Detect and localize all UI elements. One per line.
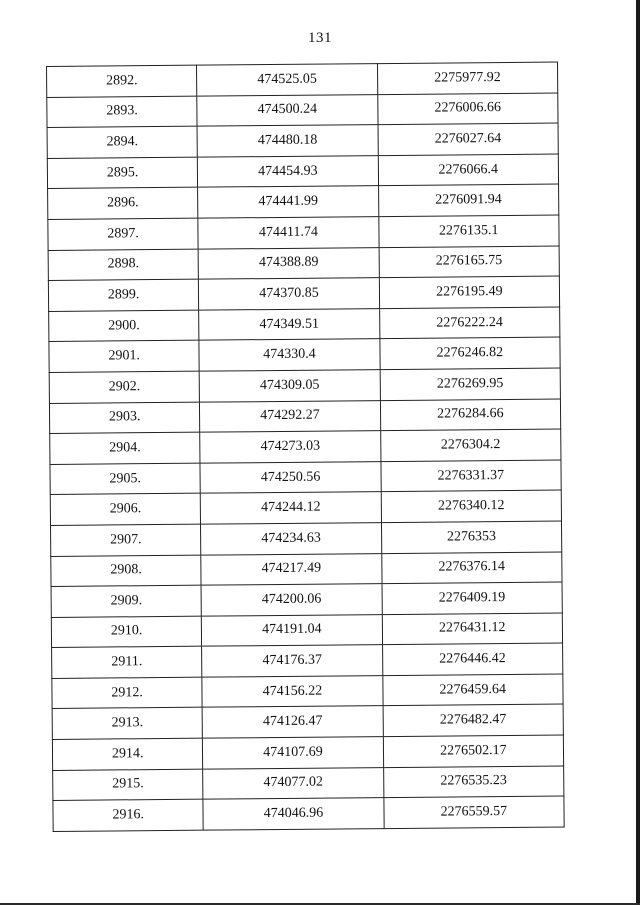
y-coordinate-cell: 2276482.47 [383, 704, 564, 736]
y-coordinate-cell: 2276135.1 [378, 215, 559, 247]
x-coordinate-cell: 474480.18 [197, 125, 378, 157]
y-coordinate-cell: 2276027.64 [378, 123, 559, 155]
y-coordinate-cell: 2276331.37 [381, 460, 562, 492]
table-row [52, 674, 563, 709]
y-coordinate-cell: 2276409.19 [382, 582, 563, 614]
x-coordinate-cell: 474107.69 [203, 737, 384, 769]
x-coordinate-cell: 474273.03 [200, 431, 381, 463]
point-number-cell: 2908. [51, 555, 202, 587]
table-row [53, 796, 564, 831]
table-row [51, 521, 562, 556]
coordinates-table-body [47, 62, 565, 831]
point-number-cell: 2909. [51, 585, 202, 617]
y-coordinate-cell: 2275977.92 [377, 62, 558, 94]
point-number-cell: 2914. [52, 738, 203, 770]
point-number-cell: 2892. [47, 65, 198, 97]
point-number-cell: 2893. [47, 96, 198, 128]
point-number-cell: 2906. [50, 493, 201, 525]
point-number-cell: 2915. [53, 769, 204, 801]
table-row [47, 123, 558, 158]
table-row [49, 368, 560, 403]
point-number-cell: 2899. [48, 279, 199, 311]
table-row [49, 307, 560, 342]
x-coordinate-cell: 474156.22 [202, 675, 383, 707]
table-row [52, 735, 563, 770]
point-number-cell: 2916. [53, 799, 204, 831]
y-coordinate-cell: 2276195.49 [379, 276, 560, 308]
point-number-cell: 2913. [52, 708, 203, 740]
point-number-cell: 2901. [49, 341, 200, 373]
table-row [48, 215, 559, 250]
x-coordinate-cell: 474525.05 [197, 64, 378, 96]
table-row [51, 552, 562, 587]
point-number-cell: 2903. [49, 402, 200, 434]
y-coordinate-cell: 2276091.94 [378, 184, 559, 216]
x-coordinate-cell: 474411.74 [198, 217, 379, 249]
x-coordinate-cell: 474244.12 [201, 492, 382, 524]
x-coordinate-cell: 474046.96 [203, 798, 384, 830]
point-number-cell: 2900. [49, 310, 200, 342]
table-row [51, 582, 562, 617]
x-coordinate-cell: 474217.49 [201, 553, 382, 585]
y-coordinate-cell: 2276066.4 [378, 154, 559, 186]
table-row [48, 184, 559, 219]
x-coordinate-cell: 474309.05 [199, 370, 380, 402]
y-coordinate-cell: 2276535.23 [383, 766, 564, 798]
table-row [52, 643, 563, 678]
x-coordinate-cell: 474250.56 [200, 461, 381, 493]
y-coordinate-cell: 2276502.17 [383, 735, 564, 767]
x-coordinate-cell: 474454.93 [198, 155, 379, 187]
table-row [52, 704, 563, 739]
y-coordinate-cell: 2276006.66 [377, 93, 558, 125]
x-coordinate-cell: 474200.06 [201, 584, 382, 616]
point-number-cell: 2910. [51, 616, 202, 648]
y-coordinate-cell: 2276165.75 [379, 246, 560, 278]
y-coordinate-cell: 2276353 [381, 521, 562, 553]
table-row [48, 276, 559, 311]
point-number-cell: 2895. [47, 157, 198, 189]
point-number-cell: 2907. [51, 524, 202, 556]
x-coordinate-cell: 474077.02 [203, 767, 384, 799]
x-coordinate-cell: 474388.89 [198, 247, 379, 279]
x-coordinate-cell: 474330.4 [199, 339, 380, 371]
y-coordinate-cell: 2276269.95 [380, 368, 561, 400]
page-edge-shadow [636, 0, 640, 905]
y-coordinate-cell: 2276304.2 [380, 429, 561, 461]
table-row [47, 93, 558, 128]
table-row [49, 337, 560, 372]
x-coordinate-cell: 474234.63 [201, 522, 382, 554]
x-coordinate-cell: 474349.51 [199, 308, 380, 340]
table-row [50, 429, 561, 464]
point-number-cell: 2898. [48, 249, 199, 281]
table-row [47, 62, 558, 97]
point-number-cell: 2904. [50, 432, 201, 464]
y-coordinate-cell: 2276459.64 [382, 674, 563, 706]
x-coordinate-cell: 474441.99 [198, 186, 379, 218]
table-row [53, 766, 564, 801]
x-coordinate-cell: 474191.04 [202, 614, 383, 646]
y-coordinate-cell: 2276246.82 [380, 337, 561, 369]
x-coordinate-cell: 474176.37 [202, 645, 383, 677]
y-coordinate-cell: 2276431.12 [382, 613, 563, 645]
y-coordinate-cell: 2276376.14 [381, 552, 562, 584]
y-coordinate-cell: 2276559.57 [384, 796, 565, 828]
table-row [51, 613, 562, 648]
table-row [48, 246, 559, 281]
point-number-cell: 2912. [52, 677, 203, 709]
y-coordinate-cell: 2276222.24 [379, 307, 560, 339]
x-coordinate-cell: 474500.24 [197, 94, 378, 126]
table-row [49, 399, 560, 434]
point-number-cell: 2911. [52, 646, 203, 678]
coordinates-table [46, 62, 565, 832]
point-number-cell: 2894. [47, 126, 198, 158]
table-row [50, 490, 561, 525]
x-coordinate-cell: 474292.27 [200, 400, 381, 432]
table-row [50, 460, 561, 495]
y-coordinate-cell: 2276340.12 [381, 490, 562, 522]
y-coordinate-cell: 2276284.66 [380, 399, 561, 431]
point-number-cell: 2896. [48, 188, 199, 220]
point-number-cell: 2902. [49, 371, 200, 403]
table-row [47, 154, 558, 189]
x-coordinate-cell: 474126.47 [202, 706, 383, 738]
x-coordinate-cell: 474370.85 [199, 278, 380, 310]
y-coordinate-cell: 2276446.42 [382, 643, 563, 675]
page-number: 131 [308, 30, 332, 46]
point-number-cell: 2905. [50, 463, 201, 495]
point-number-cell: 2897. [48, 218, 199, 250]
